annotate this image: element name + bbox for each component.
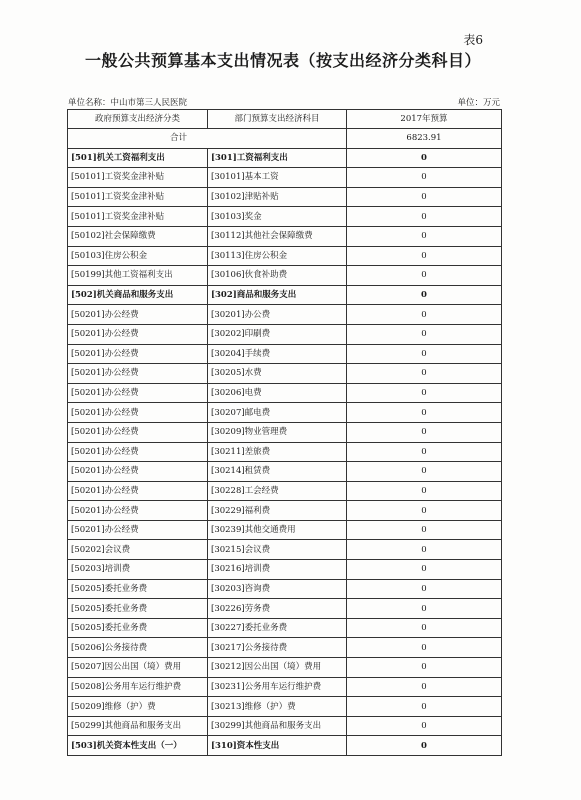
gov-category-cell: [50299]其他商品和服务支出 <box>68 716 208 736</box>
gov-category-cell: [50206]公务接待费 <box>68 638 208 658</box>
dept-category-cell: [30227]委托业务费 <box>208 618 347 638</box>
gov-category-cell: [50101]工资奖金津补贴 <box>68 187 208 207</box>
gov-category-cell: [50201]办公经费 <box>68 501 208 521</box>
budget-value-cell: 0 <box>347 383 502 403</box>
dept-category-cell: [30112]其他社会保障缴费 <box>208 226 347 246</box>
gov-category-cell: [50201]办公经费 <box>68 383 208 403</box>
dept-category-cell: [30203]咨询费 <box>208 579 347 599</box>
table-row <box>68 305 502 325</box>
budget-value-cell: 0 <box>347 697 502 717</box>
table-row <box>68 246 502 266</box>
budget-value-cell: 0 <box>347 285 502 305</box>
budget-value-cell: 0 <box>347 677 502 697</box>
dept-category-cell: [30215]会议费 <box>208 540 347 560</box>
budget-value-cell: 0 <box>347 481 502 501</box>
budget-value-cell: 0 <box>347 579 502 599</box>
total-row <box>68 129 502 149</box>
table-row <box>68 422 502 442</box>
gov-category-cell: [50205]委托业务费 <box>68 618 208 638</box>
dept-category-cell: [310]资本性支出 <box>208 736 347 756</box>
table-row <box>68 403 502 423</box>
table-row <box>68 187 502 207</box>
table-row <box>68 579 502 599</box>
gov-category-cell: [50201]办公经费 <box>68 324 208 344</box>
gov-category-cell: [50207]因公出国（境）费用 <box>68 658 208 678</box>
currency-unit: 单位：万元 <box>457 98 500 108</box>
gov-category-cell: [50201]办公经费 <box>68 364 208 384</box>
table-row <box>68 226 502 246</box>
dept-category-cell: [302]商品和服务支出 <box>208 285 347 305</box>
table-row <box>68 560 502 580</box>
dept-category-cell: [301]工资福利支出 <box>208 148 347 168</box>
gov-category-cell: [50201]办公经费 <box>68 403 208 423</box>
total-value: 6823.91 <box>347 129 502 149</box>
budget-value-cell: 0 <box>347 638 502 658</box>
category-row <box>68 148 502 168</box>
budget-value-cell: 0 <box>347 618 502 638</box>
budget-value-cell: 0 <box>347 226 502 246</box>
dept-category-cell: [30204]手续费 <box>208 344 347 364</box>
table-row <box>68 599 502 619</box>
table-row <box>68 501 502 521</box>
dept-category-cell: [30211]差旅费 <box>208 442 347 462</box>
category-row <box>68 736 502 756</box>
dept-category-cell: [30229]福利费 <box>208 501 347 521</box>
budget-value-cell: 0 <box>347 422 502 442</box>
dept-category-cell: [30207]邮电费 <box>208 403 347 423</box>
budget-value-cell: 0 <box>347 540 502 560</box>
gov-category-cell: [50202]会议费 <box>68 540 208 560</box>
dept-category-cell: [30216]培训费 <box>208 560 347 580</box>
gov-category-cell: [502]机关商品和服务支出 <box>68 285 208 305</box>
budget-value-cell: 0 <box>347 207 502 227</box>
gov-category-cell: [50203]培训费 <box>68 560 208 580</box>
table-row <box>68 442 502 462</box>
dept-category-cell: [30106]伙食补助费 <box>208 266 347 286</box>
table-row <box>68 520 502 540</box>
dept-category-cell: [30113]住房公积金 <box>208 246 347 266</box>
budget-value-cell: 0 <box>347 599 502 619</box>
table-row <box>68 324 502 344</box>
budget-value-cell: 0 <box>347 246 502 266</box>
dept-category-cell: [30212]因公出国（境）费用 <box>208 658 347 678</box>
budget-value-cell: 0 <box>347 716 502 736</box>
budget-value-cell: 0 <box>347 501 502 521</box>
dept-category-cell: [30103]奖金 <box>208 207 347 227</box>
budget-value-cell: 0 <box>347 168 502 188</box>
document-title: 一般公共预算基本支出情况表（按支出经济分类科目） <box>84 51 481 70</box>
gov-category-cell: [50205]委托业务费 <box>68 579 208 599</box>
gov-category-cell: [503]机关资本性支出（一） <box>68 736 208 756</box>
gov-category-cell: [50201]办公经费 <box>68 462 208 482</box>
budget-value-cell: 0 <box>347 736 502 756</box>
dept-category-cell: [30102]津贴补贴 <box>208 187 347 207</box>
dept-category-cell: [30209]物业管理费 <box>208 422 347 442</box>
unit-name: 单位名称：中山市第三人民医院 <box>68 98 188 108</box>
gov-category-cell: [50201]办公经费 <box>68 344 208 364</box>
gov-category-cell: [50201]办公经费 <box>68 481 208 501</box>
gov-category-cell: [50205]委托业务费 <box>68 599 208 619</box>
budget-value-cell: 0 <box>347 187 502 207</box>
table-number: 表6 <box>463 33 483 47</box>
table-row <box>68 207 502 227</box>
column-header-budget: 2017年预算 <box>347 110 502 129</box>
dept-category-cell: [30202]印刷费 <box>208 324 347 344</box>
column-header-gov-category: 政府预算支出经济分类 <box>68 110 208 129</box>
dept-category-cell: [30206]电费 <box>208 383 347 403</box>
gov-category-cell: [50103]住房公积金 <box>68 246 208 266</box>
table-row <box>68 638 502 658</box>
gov-category-cell: [50201]办公经费 <box>68 422 208 442</box>
budget-value-cell: 0 <box>347 364 502 384</box>
column-header-dept-category: 部门预算支出经济科目 <box>208 110 347 129</box>
category-row <box>68 285 502 305</box>
table-row <box>68 481 502 501</box>
budget-value-cell: 0 <box>347 266 502 286</box>
table-header-row <box>68 110 502 129</box>
gov-category-cell: [50201]办公经费 <box>68 305 208 325</box>
table-row <box>68 462 502 482</box>
gov-category-cell: [50201]办公经费 <box>68 520 208 540</box>
table-row <box>68 383 502 403</box>
dept-category-cell: [30214]租赁费 <box>208 462 347 482</box>
table-row <box>68 697 502 717</box>
budget-value-cell: 0 <box>347 462 502 482</box>
gov-category-cell: [50102]社会保障缴费 <box>68 226 208 246</box>
table-row <box>68 716 502 736</box>
budget-value-cell: 0 <box>347 305 502 325</box>
table-row <box>68 168 502 188</box>
gov-category-cell: [50101]工资奖金津补贴 <box>68 207 208 227</box>
gov-category-cell: [50209]维修（护）费 <box>68 697 208 717</box>
budget-value-cell: 0 <box>347 520 502 540</box>
dept-category-cell: [30217]公务接待费 <box>208 638 347 658</box>
table-row <box>68 618 502 638</box>
total-label: 合计 <box>68 129 347 149</box>
table-row <box>68 344 502 364</box>
dept-category-cell: [30228]工会经费 <box>208 481 347 501</box>
budget-value-cell: 0 <box>347 658 502 678</box>
dept-category-cell: [30101]基本工资 <box>208 168 347 188</box>
budget-value-cell: 0 <box>347 442 502 462</box>
gov-category-cell: [501]机关工资福利支出 <box>68 148 208 168</box>
budget-value-cell: 0 <box>347 148 502 168</box>
table-row <box>68 540 502 560</box>
dept-category-cell: [30201]办公费 <box>208 305 347 325</box>
table-row <box>68 364 502 384</box>
gov-category-cell: [50101]工资奖金津补贴 <box>68 168 208 188</box>
gov-category-cell: [50201]办公经费 <box>68 442 208 462</box>
gov-category-cell: [50208]公务用车运行维护费 <box>68 677 208 697</box>
table-row <box>68 658 502 678</box>
dept-category-cell: [30231]公务用车运行维护费 <box>208 677 347 697</box>
budget-value-cell: 0 <box>347 344 502 364</box>
dept-category-cell: [30239]其他交通费用 <box>208 520 347 540</box>
table-row <box>68 677 502 697</box>
dept-category-cell: [30205]水费 <box>208 364 347 384</box>
budget-value-cell: 0 <box>347 560 502 580</box>
budget-value-cell: 0 <box>347 403 502 423</box>
table-row <box>68 266 502 286</box>
unit-info-line <box>68 96 500 108</box>
dept-category-cell: [30213]维修（护）费 <box>208 697 347 717</box>
budget-table <box>67 109 502 756</box>
dept-category-cell: [30299]其他商品和服务支出 <box>208 716 347 736</box>
budget-value-cell: 0 <box>347 324 502 344</box>
gov-category-cell: [50199]其他工资福利支出 <box>68 266 208 286</box>
dept-category-cell: [30226]劳务费 <box>208 599 347 619</box>
